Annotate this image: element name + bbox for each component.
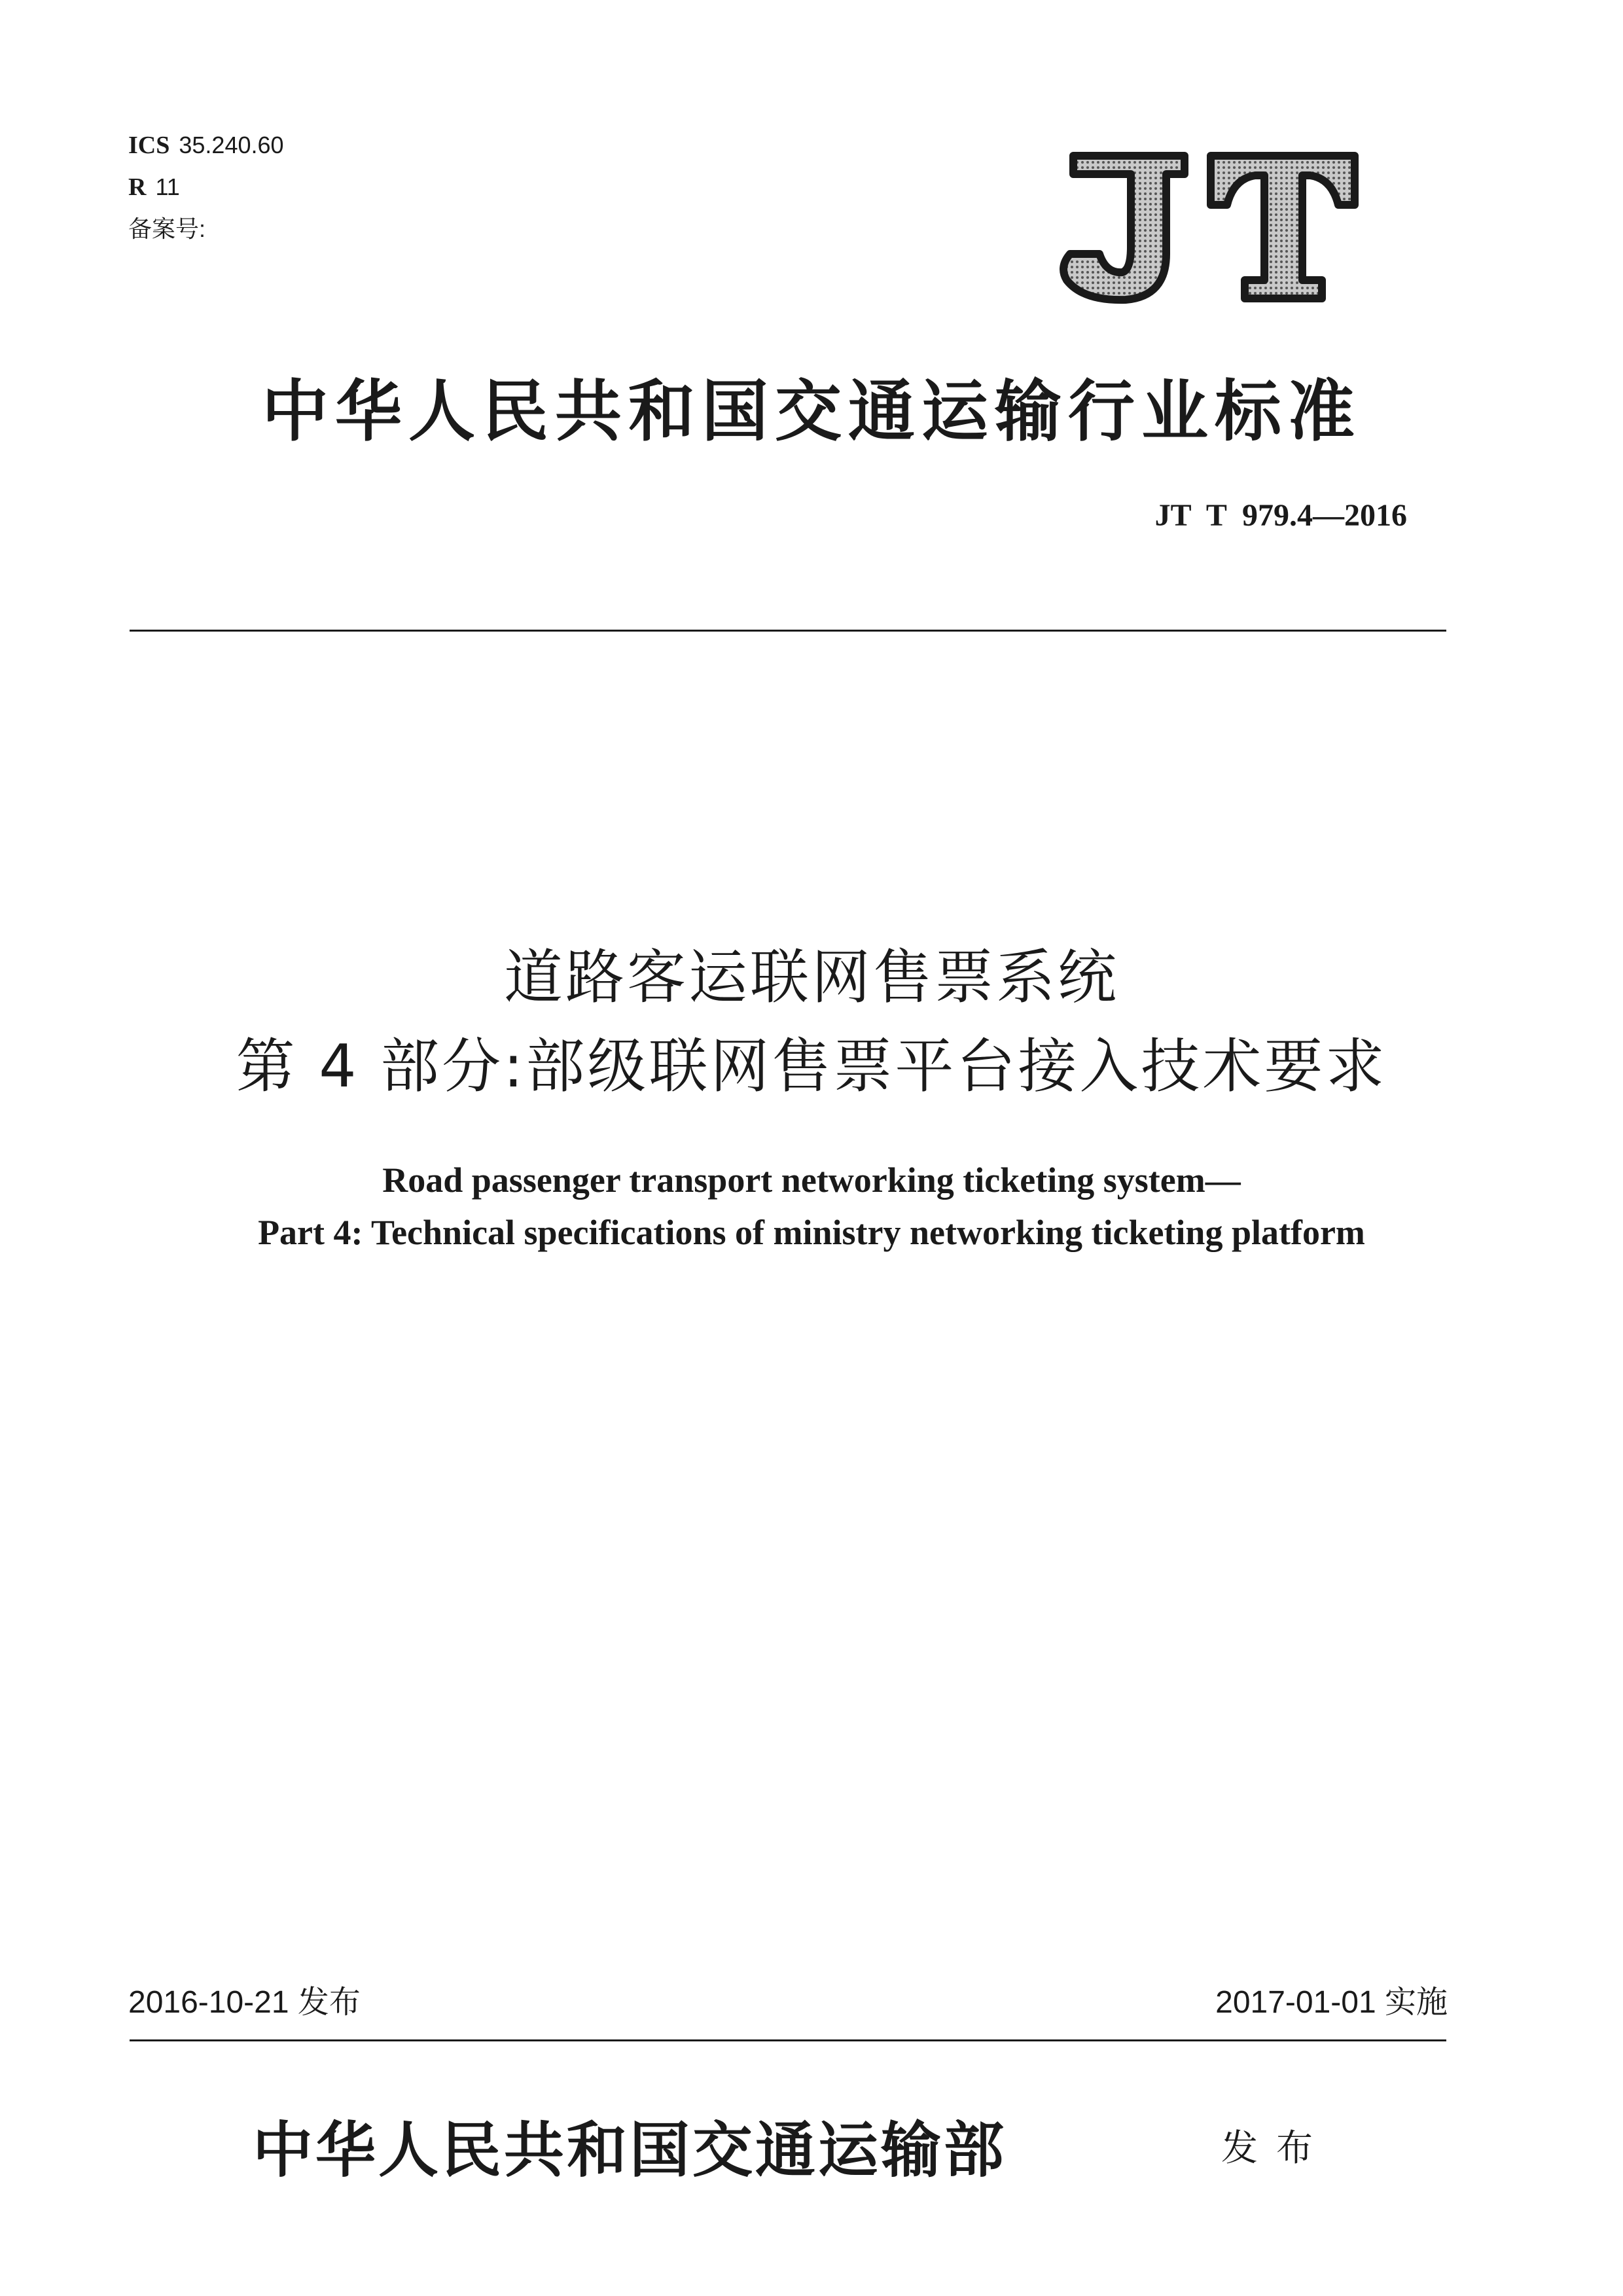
jt-logo-text: JT <box>1054 149 1055 150</box>
classification-line <box>128 173 180 202</box>
cn-title-line1: 道路客运联网售票系统 <box>504 943 1119 1012</box>
standard-category-title: 中华人民共和国交通运输行业标准 <box>262 372 1361 451</box>
ics-line <box>128 131 284 160</box>
footer-divider <box>130 2039 1446 2041</box>
issue-date: 2016-10-21 发布 <box>128 1985 361 2020</box>
filing-number-line <box>128 215 205 243</box>
ics-value: 35.240.60 <box>179 132 284 158</box>
header-divider <box>130 630 1446 632</box>
en-title-line1: Road passenger transport networking ticketing system— <box>382 1160 1241 1200</box>
en-title-line2: Part 4: Technical specifications of ministry networking ticketing platform <box>258 1213 1365 1252</box>
filing-number-label: 备案号: <box>128 215 206 242</box>
publish-label: 发布 <box>1221 2127 1331 2170</box>
ics-label: ICS <box>128 132 170 159</box>
classification-label: R <box>128 173 147 201</box>
jt-logo <box>1054 149 1361 306</box>
cn-title-line2: 第 4 部分:部级联网售票平台接入技术要求 <box>236 1032 1387 1101</box>
classification-value: 11 <box>155 173 180 200</box>
standard-code: JT T 979.4—2016 <box>1154 498 1407 533</box>
implementation-date: 2017-01-01 实施 <box>1215 1985 1448 2020</box>
issuing-authority: 中华人民共和国交通运输部 <box>253 2115 1007 2185</box>
